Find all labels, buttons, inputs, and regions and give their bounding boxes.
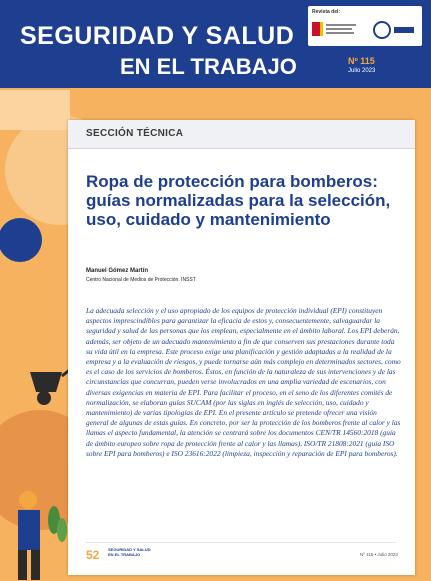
footer-logo-line2: EN EL TRABAJO: [108, 552, 141, 557]
footer-divider: [86, 542, 396, 543]
section-band: [68, 120, 415, 149]
revista-label: Revista del:: [312, 9, 341, 15]
article-author: Manuel Gómez Martín: [86, 268, 149, 274]
publisher-logos: [308, 6, 422, 46]
issue-number: Nº 115: [348, 56, 375, 66]
article-title: Ropa de protección para bomberos: guías normalizadas para la selección, uso, cuidado y mantenimiento: [86, 172, 391, 229]
issue-info: [348, 56, 375, 76]
page-number: 52: [86, 548, 100, 562]
article-abstract: La adecuada selección y el uso apropiado de los equipos de protección individual (EPI) constituyen aspectos imprescindibles para garantizar la eficacia de estos y, consecuentemente, salvaguardar la seguridad y salud de las personas que los emplean, especialmente en el ámbito laboral. Los EPI deberán, además, ser objeto de un adecuado mantenimiento a fin de que conserven sus prestaciones durante toda su vida útil en la empresa. Este proceso exige una planificación y gestión adaptadas a la realidad de la empresa y a la evaluación de riesgos, y puede tornarse aún más complejo en determinados sectores, como es el caso de los servicios de bomberos. Éstos, en función de la naturaleza de sus intervenciones y de las circunstancias que concurran, pueden verse involucrados en una amplia variedad de escenarios, con diversas exigencias en materia de EPI. Para facilitar el proceso, en el seno de los diferentes comités de normalización, se elaboran guías SUCAM (por las siglas en inglés de selección, uso, cuidado y mantenimiento) de varias tipologías de EPI. En el presente artículo se pretende ofrecer una visión general de algunas de estas guías. En concreto, por ser la protección de los bomberos frente al calor y las llamas el aspecto fundamental, la atención se centrará sobre los documentos CEN/TR 14560:2018 (guía de ámbito europeo sobre ropa de protección frente al calor y las llamas), ISO/TR 21808:2021 (guía ISO sobre EPI para bomberos) e ISO 23616:2022 (limpieza, inspección y reparación de EPI para bomberos).: [86, 306, 401, 458]
footer-issue: Nº 115 • Julio 2023: [360, 552, 398, 557]
issue-date: Julio 2023: [348, 68, 376, 74]
author-affiliation: Centro Nacional de Medios de Protección. INSST: [86, 277, 196, 283]
magazine-header: [0, 0, 431, 88]
footer-logo: [108, 547, 151, 557]
wheelbarrow-icon: [30, 368, 72, 405]
insst-logo-icon: [370, 20, 418, 40]
government-logo-icon: [312, 20, 360, 40]
magazine-title-line2: EN EL TRABAJO: [120, 54, 297, 79]
footer-logo-line1: SEGURIDAD Y SALUD: [108, 547, 151, 552]
magazine-title-line1: SEGURIDAD Y SALUD: [20, 22, 295, 50]
deco-band: [0, 90, 70, 130]
article-page: [68, 120, 415, 575]
section-label: SECCIÓN TÉCNICA: [86, 128, 184, 139]
deco-circle: [0, 218, 42, 262]
